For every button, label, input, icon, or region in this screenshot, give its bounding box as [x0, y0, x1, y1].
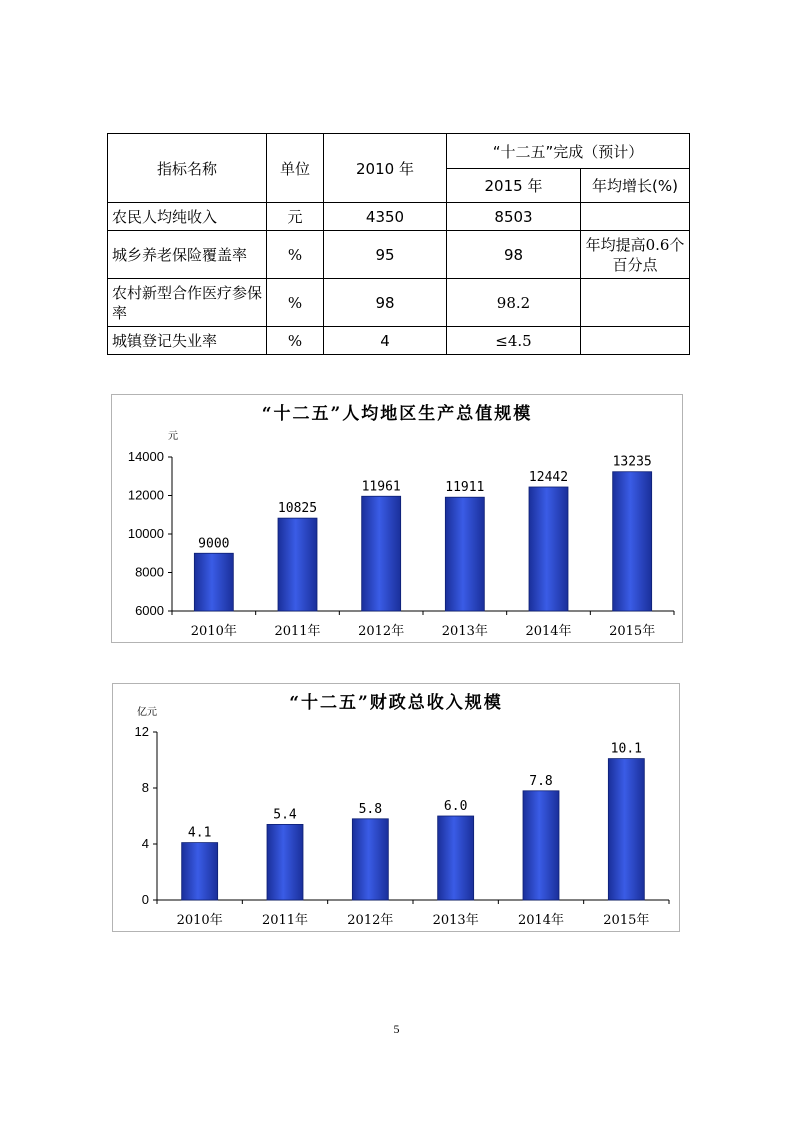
header-completion-group: “十二五”完成（预计）	[447, 134, 690, 169]
x-category-label: 2011年	[261, 913, 309, 928]
x-category-label: 2014年	[517, 913, 565, 928]
table-row	[108, 203, 690, 231]
row-growth	[581, 203, 690, 231]
bar-2014年	[523, 791, 559, 900]
bar-value-label: 6.0	[443, 799, 468, 814]
row-value-2015: 98	[447, 231, 581, 279]
y-tick-label: 0	[141, 892, 149, 907]
bar-2015年	[613, 472, 652, 611]
bar-value-label: 7.8	[529, 773, 553, 789]
header-unit: 单位	[267, 134, 324, 203]
row-growth: 年均提高0.6个百分点	[581, 231, 690, 279]
x-category-label: 2012年	[358, 624, 405, 639]
row-unit: %	[267, 327, 324, 355]
bar-value-label: 5.4	[273, 807, 297, 823]
row-name: 城镇登记失业率	[108, 327, 267, 355]
bar-value-label: 11961	[361, 479, 401, 495]
row-unit: %	[267, 279, 324, 327]
row-value-2015: 8503	[447, 203, 581, 231]
y-tick-label: 8	[141, 780, 149, 795]
bar-2010年	[182, 843, 218, 900]
x-category-label: 2011年	[274, 624, 321, 639]
page-number: 5	[393, 1022, 400, 1036]
y-axis-unit-label: 元	[168, 431, 178, 442]
y-tick-label: 10000	[127, 526, 164, 541]
row-name: 农村新型合作医疗参保率	[108, 279, 267, 327]
row-growth	[581, 279, 690, 327]
row-value-2010: 95	[324, 231, 447, 279]
row-name: 城乡养老保险覆盖率	[108, 231, 267, 279]
bar-value-label: 5.8	[358, 801, 383, 817]
x-category-label: 2015年	[609, 624, 656, 639]
bar-2012年	[362, 496, 401, 611]
row-unit: 元	[267, 203, 324, 231]
header-annual-growth: 年均增长(%)	[581, 169, 690, 203]
bar-2014年	[529, 487, 568, 611]
table-row	[108, 231, 690, 279]
y-tick-label: 4	[141, 836, 149, 851]
x-category-label: 2010年	[176, 913, 223, 928]
x-category-label: 2015年	[603, 913, 650, 928]
x-category-label: 2014年	[525, 624, 572, 639]
y-tick-label: 12	[134, 724, 149, 739]
bar-2012年	[352, 819, 388, 900]
table-row	[108, 279, 690, 327]
row-value-2010: 4350	[324, 203, 447, 231]
row-value-2015: 98.2	[447, 279, 581, 327]
bar-2011年	[267, 824, 303, 900]
bar-value-label: 12442	[528, 469, 569, 485]
fiscal-revenue-chart-svg	[113, 684, 679, 931]
x-category-label: 2010年	[190, 624, 237, 639]
y-tick-label: 12000	[127, 487, 164, 503]
row-unit: %	[267, 231, 324, 279]
chart-title: “十二五”财政总收入规模	[289, 693, 503, 713]
header-indicator-name: 指标名称	[108, 134, 267, 203]
bar-value-label: 10825	[277, 501, 318, 517]
row-value-2015: ≤4.5	[447, 327, 581, 355]
row-value-2010: 98	[324, 279, 447, 327]
row-name: 农民人均纯收入	[108, 203, 267, 231]
bar-value-label: 4.1	[187, 825, 212, 841]
bar-2013年	[438, 816, 474, 900]
fiscal-revenue-chart	[112, 683, 680, 932]
bar-2015年	[608, 759, 644, 900]
x-category-label: 2013年	[441, 624, 488, 639]
header-year-2010: 2010 年	[324, 134, 447, 203]
table-row	[108, 327, 690, 355]
bar-value-label: 13235	[612, 454, 652, 470]
row-growth	[581, 327, 690, 355]
y-tick-label: 14000	[127, 449, 164, 464]
bar-value-label: 10.1	[610, 741, 642, 757]
y-axis-unit-label: 亿元	[137, 707, 157, 718]
bar-2010年	[194, 553, 233, 611]
row-value-2010: 4	[324, 327, 447, 355]
x-category-label: 2012年	[347, 913, 394, 928]
gdp-per-capita-chart-svg	[112, 395, 682, 642]
bar-value-label: 9000	[198, 536, 230, 552]
y-tick-label: 6000	[135, 603, 164, 618]
header-year-2015: 2015 年	[447, 169, 581, 203]
bar-value-label: 11911	[445, 480, 485, 496]
statistics-table	[107, 133, 690, 355]
gdp-per-capita-chart	[111, 394, 683, 643]
y-tick-label: 8000	[135, 564, 164, 580]
bar-2011年	[278, 518, 317, 611]
table-header-row	[108, 134, 690, 169]
bar-2013年	[445, 497, 484, 611]
chart-title: “十二五”人均地区生产总值规模	[261, 404, 533, 424]
x-category-label: 2013年	[432, 913, 479, 928]
